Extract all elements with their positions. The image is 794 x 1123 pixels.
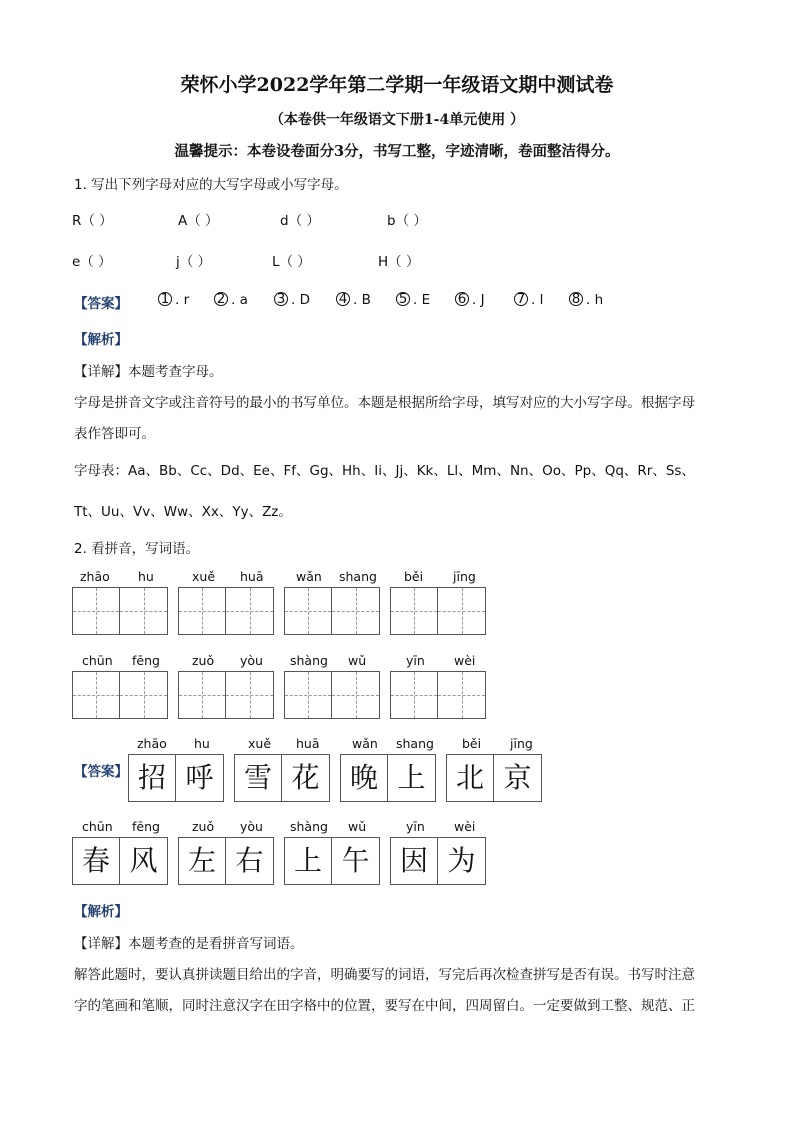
q1-para-line: 字母是拼音文字或注音符号的最小的书写单位。本题是根据所给字母，填写对应的大小写字母。根据字母: [74, 395, 695, 411]
answer-item: 5 . E: [396, 292, 430, 308]
answer-char: 上: [397, 761, 426, 794]
letter-blank: j（ ）: [176, 254, 212, 270]
tianzige-pair[interactable]: [284, 671, 380, 719]
answer-char: 午: [341, 844, 370, 877]
pinyin: shang: [396, 736, 434, 751]
pinyin: yòu: [240, 653, 263, 668]
pinyin: yīn: [406, 819, 425, 834]
answer-char: 右: [235, 844, 264, 877]
pinyin: shang: [339, 569, 377, 584]
pinyin: wǔ: [348, 653, 367, 668]
answer-item: 8 . h: [569, 292, 603, 308]
q1-detail: 【详解】本题考查字母。: [74, 364, 223, 380]
answer-item: 1 . r: [158, 292, 189, 308]
letter-blank: b（ ）: [387, 213, 427, 229]
q2-detail: 【详解】本题考查的是看拼音写词语。: [74, 936, 304, 952]
answer-char: 上: [293, 844, 322, 877]
pinyin: shàng: [290, 819, 328, 834]
pinyin: zuǒ: [192, 653, 215, 668]
answer-item: 6 . J: [455, 292, 485, 308]
tianzige-pair[interactable]: [72, 671, 168, 719]
pinyin: běi: [462, 736, 482, 751]
pinyin: fēng: [132, 653, 160, 668]
answer-char: 因: [399, 844, 428, 877]
letter-blank: L（ ）: [272, 254, 311, 270]
answer-char: 为: [447, 844, 476, 877]
answer-char: 北: [455, 761, 484, 794]
letter-blank: e（ ）: [72, 254, 112, 270]
answer-item: 7 . l: [514, 292, 543, 308]
q1-prompt: 1. 写出下列字母对应的大写字母或小写字母。: [74, 177, 348, 193]
q2-para-line: 解答此题时，要认真拼读题目给出的字音，明确要写的词语，写完后再次检查拼写是否有误。书写时注意: [74, 967, 695, 983]
tianzige-pair[interactable]: [284, 587, 380, 635]
pinyin: jīng: [510, 736, 533, 751]
q2-answer-label: 【答案】: [74, 764, 128, 780]
answer-char: 招: [137, 761, 166, 794]
answer-char: 左: [187, 844, 216, 877]
answer-word: [128, 754, 224, 802]
q1-analysis-label: 【解析】: [74, 332, 128, 348]
pinyin: yòu: [240, 819, 263, 834]
pinyin: chūn: [82, 819, 113, 834]
pinyin: huā: [240, 569, 264, 584]
q1-alphabet-line: Tt、Uu、Vv、Ww、Xx、Yy、Zz。: [74, 504, 292, 520]
letter-blank: R（ ）: [72, 213, 113, 229]
pinyin: wǎn: [296, 569, 322, 584]
pinyin: yīn: [406, 653, 425, 668]
pinyin: hu: [194, 736, 210, 751]
q1-alphabet-line: 字母表：Aa、Bb、Cc、Dd、Ee、Ff、Gg、Hh、Ii、Jj、Kk、Ll、Mm、Nn、Oo、Pp、Qq、Rr、Ss、: [74, 463, 695, 479]
tianzige-pair[interactable]: [390, 671, 486, 719]
answer-word: [178, 837, 274, 885]
answer-item: 4 . B: [336, 292, 371, 308]
answer-word: [234, 754, 330, 802]
page-title: 荣怀小学2022学年第二学期一年级语文期中测试卷: [180, 74, 614, 96]
answer-char: 京: [503, 761, 532, 794]
q1-para-line: 表作答即可。: [74, 426, 155, 442]
pinyin: wǎn: [352, 736, 378, 751]
page-subtitle: （本卷供一年级语文下册1-4单元使用 ）: [269, 112, 525, 128]
answer-char: 春: [81, 844, 110, 877]
answer-word: [390, 837, 486, 885]
pinyin: jīng: [453, 569, 476, 584]
answer-word: [284, 837, 380, 885]
answer-char: 风: [129, 844, 158, 877]
pinyin: běi: [404, 569, 424, 584]
answer-char: 呼: [185, 761, 214, 794]
tianzige-pair[interactable]: [178, 587, 274, 635]
tianzige-pair[interactable]: [390, 587, 486, 635]
answer-char: 花: [291, 761, 320, 794]
answer-item: 3 . D: [274, 292, 310, 308]
tianzige-pair[interactable]: [72, 587, 168, 635]
letter-blank: d（ ）: [280, 213, 320, 229]
pinyin: chūn: [82, 653, 113, 668]
pinyin: zhāo: [137, 736, 167, 751]
answer-word: [340, 754, 436, 802]
pinyin: xuě: [248, 736, 272, 751]
pinyin: xuě: [192, 569, 216, 584]
answer-word: [446, 754, 542, 802]
pinyin: wǔ: [348, 819, 367, 834]
q1-answer-label: 【答案】: [74, 296, 128, 312]
pinyin: wèi: [454, 819, 476, 834]
tip-text: 温馨提示：本卷设卷面分3分，书写工整，字迹清晰，卷面整洁得分。: [174, 143, 620, 160]
pinyin: zuǒ: [192, 819, 215, 834]
pinyin: wèi: [454, 653, 476, 668]
answer-item: 2 . a: [214, 292, 248, 308]
pinyin: fēng: [132, 819, 160, 834]
pinyin: shàng: [290, 653, 328, 668]
answer-char: 晚: [349, 761, 378, 794]
letter-blank: A（ ）: [178, 213, 219, 229]
q2-analysis-label: 【解析】: [74, 904, 128, 920]
answer-word: [72, 837, 168, 885]
letter-blank: H（ ）: [378, 254, 420, 270]
q2-prompt: 2. 看拼音，写词语。: [74, 541, 200, 557]
pinyin: hu: [138, 569, 154, 584]
answer-char: 雪: [243, 761, 272, 794]
pinyin: zhāo: [80, 569, 110, 584]
tianzige-pair[interactable]: [178, 671, 274, 719]
pinyin: huā: [296, 736, 320, 751]
q2-para-line: 字的笔画和笔顺，同时注意汉字在田字格中的位置，要写在中间，四周留白。一定要做到工整、规范、正: [74, 998, 695, 1014]
